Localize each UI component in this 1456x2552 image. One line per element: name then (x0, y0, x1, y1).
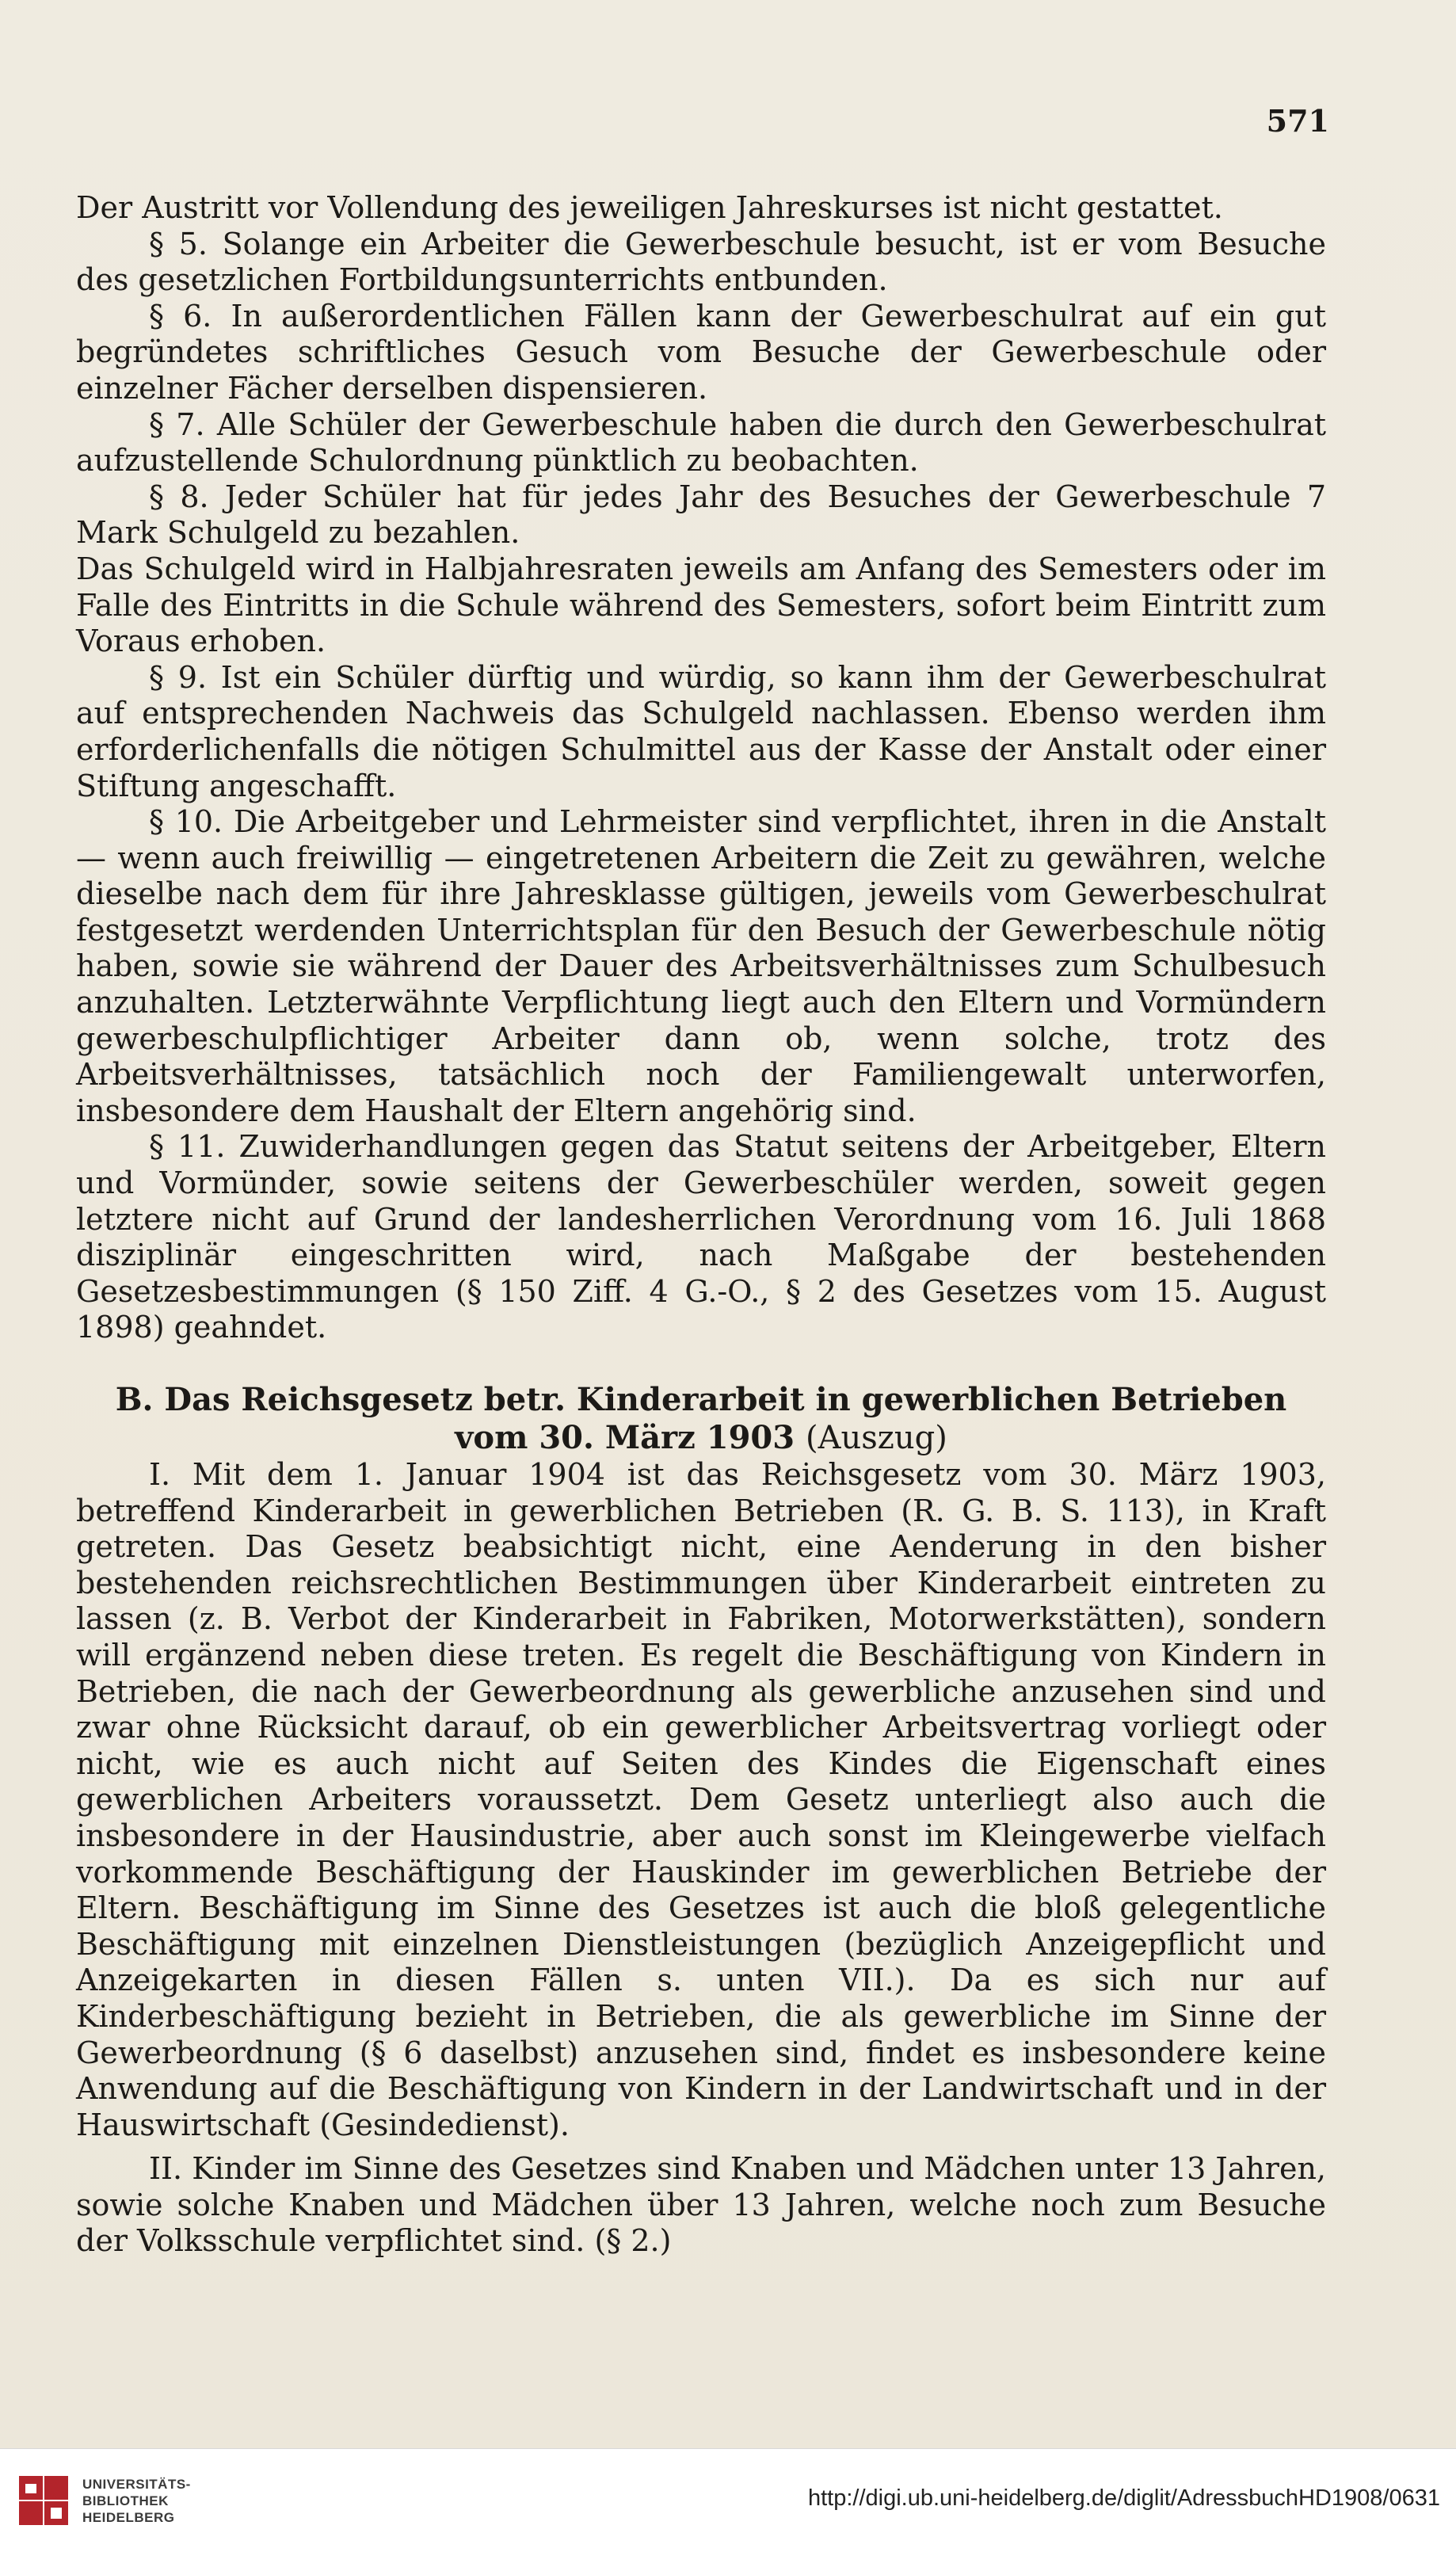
body-text (76, 190, 1326, 2260)
paragraph-section-8: § 8. Jeder Schüler hat für jedes Jahr des Besuches der Gewerbeschule 7 Mark Schulgeld zu bezahlen. (76, 479, 1326, 551)
paragraph-section-9: § 9. Ist ein Schüler dürftig und würdig, so kann ihm der Gewerbeschulrat auf entsprechenden Nachweis das Schulgeld nachlassen. Ebenso werden ihm erforderlichenfalls die nötigen Schulmittel aus der Kasse der Anstalt oder einer Stiftung angeschafft. (76, 659, 1326, 803)
paragraph-schulgeld: Das Schulgeld wird in Halbjahresraten jeweils am Anfang des Semesters oder im Falle des Eintritts in die Schule während des Semesters, sofort beim Eintritt zum Voraus erhoben. (76, 551, 1326, 659)
library-logo[interactable] (16, 2466, 191, 2535)
paragraph-section-7: § 7. Alle Schüler der Gewerbeschule haben die durch den Gewerbeschulrat aufzustellende Schulordnung pünktlich zu beobachten. (76, 406, 1326, 479)
viewer-footer (0, 2448, 1456, 2552)
paragraph-section-6: § 6. In außerordentlichen Fällen kann der Gewerbeschulrat auf ein gut begründetes schriftliches Gesuch vom Besuche der Gewerbeschule oder einzelner Fächer derselben dispensieren. (76, 298, 1326, 406)
library-name-line: UNIVERSITÄTS- (82, 2477, 191, 2492)
library-name (82, 2476, 191, 2526)
section-heading (76, 1381, 1326, 1457)
library-seal-icon (16, 2471, 71, 2530)
section-heading-title: B. Das Reichsgesetz betr. Kinderarbeit in gewerblichen Betrieben vom 30. März 1903 (115, 1381, 1287, 1456)
paragraph-section-10: § 10. Die Arbeitgeber und Lehrmeister sind verpflichtet, ihren in die Anstalt — wenn auch freiwillig — eingetretenen Arbeitern die Zeit zu gewähren, welche dieselbe nach dem für ihre Jahresklasse gültigen, jeweils vom Gewerbeschulrat festgesetzt werdenden Unterrichtsplan für den Besuch der Gewerbeschule nötig haben, sowie sie während der Dauer des Arbeitsverhältnisses zum Schulbesuch anzuhalten. Letzterwähnte Verpflichtung liegt auch den Eltern und Vormündern gewerbeschulpflichtiger Arbeiter dann ob, wenn solche, trotz des Arbeitsverhältnisses, tatsächlich noch der Familiengewalt unterworfen, insbesondere dem Haushalt der Eltern angehörig sind. (76, 804, 1326, 1128)
paragraph-part-ii: II. Kinder im Sinne des Gesetzes sind Knaben und Mädchen unter 13 Jahren, sowie solche Knaben und Mädchen über 13 Jahren, welche noch zum Besuche der Volksschule verpflichtet sind. (§ 2.) (76, 2151, 1326, 2259)
section-heading-subtitle: (Auszug) (806, 1420, 947, 1456)
page-number: 571 (1266, 103, 1329, 139)
library-name-line: BIBLIOTHEK (82, 2493, 169, 2508)
permalink-url[interactable]: http://digi.ub.uni-heidelberg.de/diglit/AdressbuchHD1908/0631 (807, 2485, 1440, 2511)
library-name-line: HEIDELBERG (82, 2510, 175, 2525)
paragraph-section-11: § 11. Zuwiderhandlungen gegen das Statut seitens der Arbeitgeber, Eltern und Vormünder, sowie seitens der Gewerbeschüler werden, soweit gegen letztere nicht auf Grund der landesherrlichen Verordnung vom 16. Juli 1868 disziplinär eingeschritten wird, nach Maßgabe der bestehenden Gesetzesbestimmungen (§ 150 Ziff. 4 G.-O., § 2 des Gesetzes vom 15. August 1898) geahndet. (76, 1129, 1326, 1345)
paragraph-austritt: Der Austritt vor Vollendung des jeweiligen Jahreskurses ist nicht gestattet. (76, 190, 1223, 225)
paragraph-part-i: I. Mit dem 1. Januar 1904 ist das Reichsgesetz vom 30. März 1903, betreffend Kinderarbeit in gewerblichen Betrieben (R. G. B. S. 113), in Kraft getreten. Das Gesetz beabsichtigt nicht, eine Aenderung in den bisher bestehenden reichsrechtlichen Bestimmungen über Kinderarbeit eintreten zu lassen (z. B. Verbot der Kinderarbeit in Fabriken, Motorwerkstätten), sondern will ergänzend neben diese treten. Es regelt die Beschäftigung von Kindern in Betrieben, die nach der Gewerbeordnung als gewerbliche anzusehen sind und zwar ohne Rücksicht darauf, ob ein gewerblicher Arbeitsvertrag vorliegt oder nicht, wie es auch nicht auf Seiten des Kindes die Eigenschaft eines gewerblichen Arbeiters voraussetzt. Dem Gesetz unterliegt also auch die insbesondere in der Hausindustrie, aber auch sonst im Kleingewerbe vielfach vorkommende Beschäftigung der Hauskinder im gewerblichen Betriebe der Eltern. Beschäftigung im Sinne des Gesetzes ist auch die bloß gelegentliche Beschäftigung mit einzelnen Dienstleistungen (bezüglich Anzeigepflicht und Anzeigekarten in diesen Fällen s. unten VII.). Da es sich nur auf Kinderbeschäftigung bezieht in Betrieben, die als gewerbliche im Sinne der Gewerbeordnung (§ 6 daselbst) anzusehen sind, findet es insbesondere keine Anwendung auf die Beschäftigung von Kindern in der Landwirtschaft und in der Hauswirtschaft (Gesindedienst). (76, 1457, 1326, 2142)
paragraph-section-5: § 5. Solange ein Arbeiter die Gewerbeschule besucht, ist er vom Besuche des gesetzlichen Fortbildungsunterrichts entbunden. (76, 226, 1326, 298)
